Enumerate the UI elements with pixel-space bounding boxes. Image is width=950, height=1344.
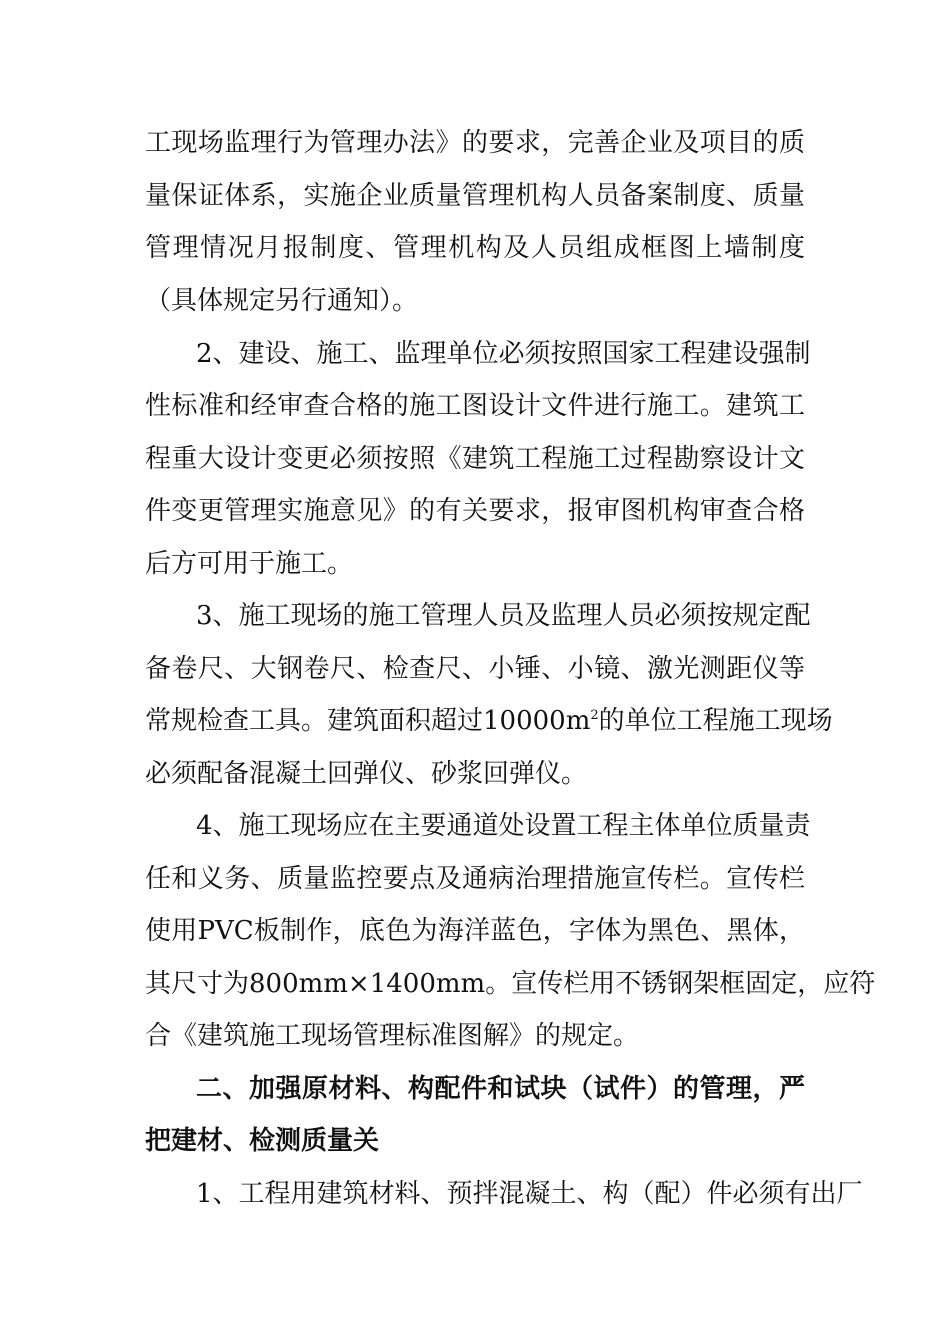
paragraph-line: 性标准和经审查合格的施工图设计文件进行施工。建筑工: [145, 391, 805, 421]
paragraph-line: 3、施工现场的施工管理人员及监理人员必须按规定配: [196, 601, 811, 631]
section-heading: 二、加强原材料、构配件和试块（试件）的管理，严: [196, 1074, 805, 1104]
paragraph-line: 程重大设计变更必须按照《建筑工程施工过程勘察设计文: [145, 444, 805, 474]
paragraph-line: 量保证体系，实施企业质量管理机构人员备案制度、质量: [145, 181, 805, 211]
paragraph-line: 2、建设、施工、监理单位必须按照国家工程建设强制: [196, 339, 811, 369]
paragraph-line: 备卷尺、大钢卷尺、检查尺、小锤、小镜、激光测距仪等: [145, 654, 805, 684]
paragraph-line: 后方可用于施工。: [145, 549, 354, 579]
paragraph-line: 必须配备混凝土回弹仪、砂浆回弹仪。: [145, 759, 588, 789]
paragraph-line: [145, 706, 833, 736]
paragraph-line: 工现场监理行为管理办法》的要求，完善企业及项目的质: [145, 128, 805, 158]
paragraph-line: 合《建筑施工现场管理标准图解》的规定。: [145, 1021, 640, 1051]
text-segment: 常规检查工具。建筑面积超过10000m: [145, 706, 591, 736]
paragraph-line: （具体规定另行通知）。: [145, 286, 419, 316]
paragraph-line: 使用PVC板制作，底色为海洋蓝色，字体为黑色、黑体，: [145, 916, 805, 946]
superscript: 2: [590, 708, 599, 723]
section-heading: 把建材、检测质量关: [145, 1126, 380, 1156]
text-segment: 的单位工程施工现场: [598, 706, 833, 736]
paragraph-line: 件变更管理实施意见》的有关要求，报审图机构审查合格: [145, 496, 805, 526]
paragraph-line: 管理情况月报制度、管理机构及人员组成框图上墙制度: [145, 233, 805, 263]
paragraph-line: 任和义务、质量监控要点及通病治理措施宣传栏。宣传栏: [145, 864, 805, 894]
paragraph-line: 其尺寸为800mm×1400mm。宣传栏用不锈钢架框固定，应符: [145, 969, 876, 999]
paragraph-line: 1、工程用建筑材料、预拌混凝土、构（配）件必须有出厂: [196, 1179, 863, 1209]
paragraph-line: 4、施工现场应在主要通道处设置工程主体单位质量责: [196, 811, 811, 841]
